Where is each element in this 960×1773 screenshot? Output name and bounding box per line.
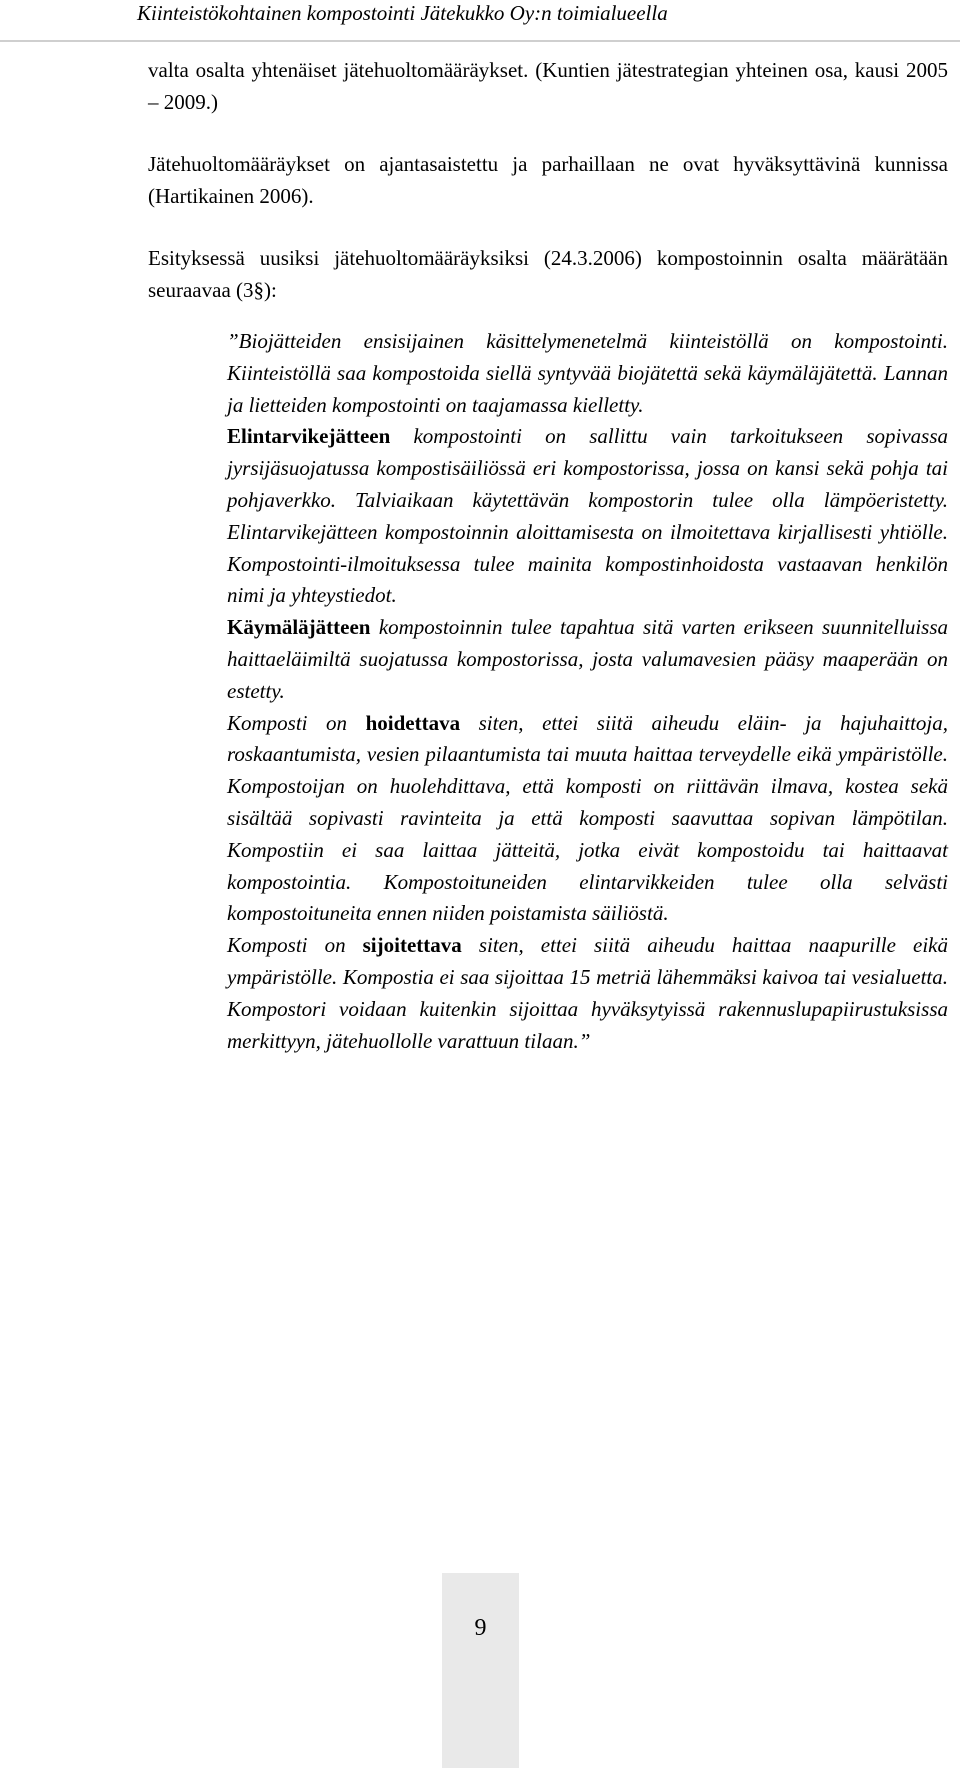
quote-paragraph-4-text: siten, ettei siitä aiheudu eläin- ja hajuhaittoja, roskaantumista, vesien pilaantumista tai muuta haittaa terveydelle eikä ympäristölle. Kompostoijan on huolehdittava, että komposti on riittävän ilmava, kostea sekä sisältää sopivasti ravinteita ja että komposti saavuttaa sopivan lämpötilan. Kompostiin ei saa laittaa jätteitä, jotka eivät kompostoidu tai haittaavat kompostointia. Kompostoituneiden elintarvikkeiden tulee olla selvästi kompostoituneita ennen niiden poistamista säiliöstä. <box>227 710 948 926</box>
paragraph-2: Jätehuoltomääräykset on ajantasaistettu ja parhaillaan ne ovat hyväksyttävinä kunnissa (Hartikainen 2006). <box>148 152 948 208</box>
quote-paragraph-2-text: kompostointi on sallittu vain tarkoitukseen sopivassa jyrsijäsuojatussa kompostisäiliössä eri kompostorissa, jossa on kansi sekä pohja tai pohjaverkko. Talviaikaan käytettävän kompostorin tulee olla lämpöeristetty. Elintarvikejätteen kompostoinnin aloittamisesta on ilmoitettava kirjallisesti yhtiölle. Kompostointi-ilmoituksessa tulee mainita kompostinhoidosta vastaavan henkilön nimi ja yhteystiedot. <box>227 424 948 608</box>
quote-paragraph-3-text: kompostoinnin tulee tapahtua sitä varten erikseen suunnitelluissa haittaeläimiltä suojatussa kompostorissa, josta valumavesien pääsy maaperään on estetty. <box>227 615 948 703</box>
quote-paragraph-2 <box>227 421 948 612</box>
quote-term-placement: sijoitettava <box>362 933 462 958</box>
page-number: 9 <box>474 1615 487 1641</box>
quote-term-toilet-waste: Käymäläjätteen <box>227 615 371 640</box>
page-header <box>0 0 960 42</box>
quote-paragraph-5-text: siten, ettei siitä aiheudu haittaa naapurille eikä ympäristölle. Kompostia ei saa sijoittaa 15 metriä lähemmäksi kaivoa tai vesialuetta. Kompostori voidaan kuitenkin sijoittaa hyväksytyissä rakennuslupapiirustuksissa merkittyyn, jätehuollolle varattuun tilaan.” <box>227 933 948 1053</box>
quote-paragraph-4 <box>227 708 948 931</box>
paragraph-1: valta osalta yhtenäiset jätehuoltomääräykset. (Kuntien jätestrategian yhteinen osa, kausi 2005 – 2009.) <box>148 58 948 114</box>
quote-paragraph-1: ”Biojätteiden ensisijainen käsittelymenetelmä kiinteistöllä on kompostointi. Kiinteistöllä saa kompostoida siellä syntyvää biojätettä sekä käymäläjätettä. Lannan ja lietteiden kompostointi on taajamassa kielletty. <box>227 329 948 417</box>
quote-term-maintenance: hoidettava <box>365 710 461 735</box>
quote-term-food-waste: Elintarvikejätteen <box>227 424 391 449</box>
quote-paragraph-5 <box>227 930 948 1057</box>
page-number-box <box>442 1573 519 1768</box>
body-text <box>148 54 948 306</box>
quote-paragraph-4-prefix: Komposti on <box>227 710 366 735</box>
quote-paragraph-5-prefix: Komposti on <box>227 933 363 958</box>
quote-paragraph-3 <box>227 612 948 707</box>
header-title: Kiinteistökohtainen kompostointi Jätekukko Oy:n toimialueella <box>137 1 668 25</box>
paragraph-3: Esityksessä uusiksi jätehuoltomääräyksiksi (24.3.2006) kompostoinnin osalta määrätään seuraavaa (3§): <box>148 246 948 302</box>
regulation-quote <box>227 326 948 1057</box>
